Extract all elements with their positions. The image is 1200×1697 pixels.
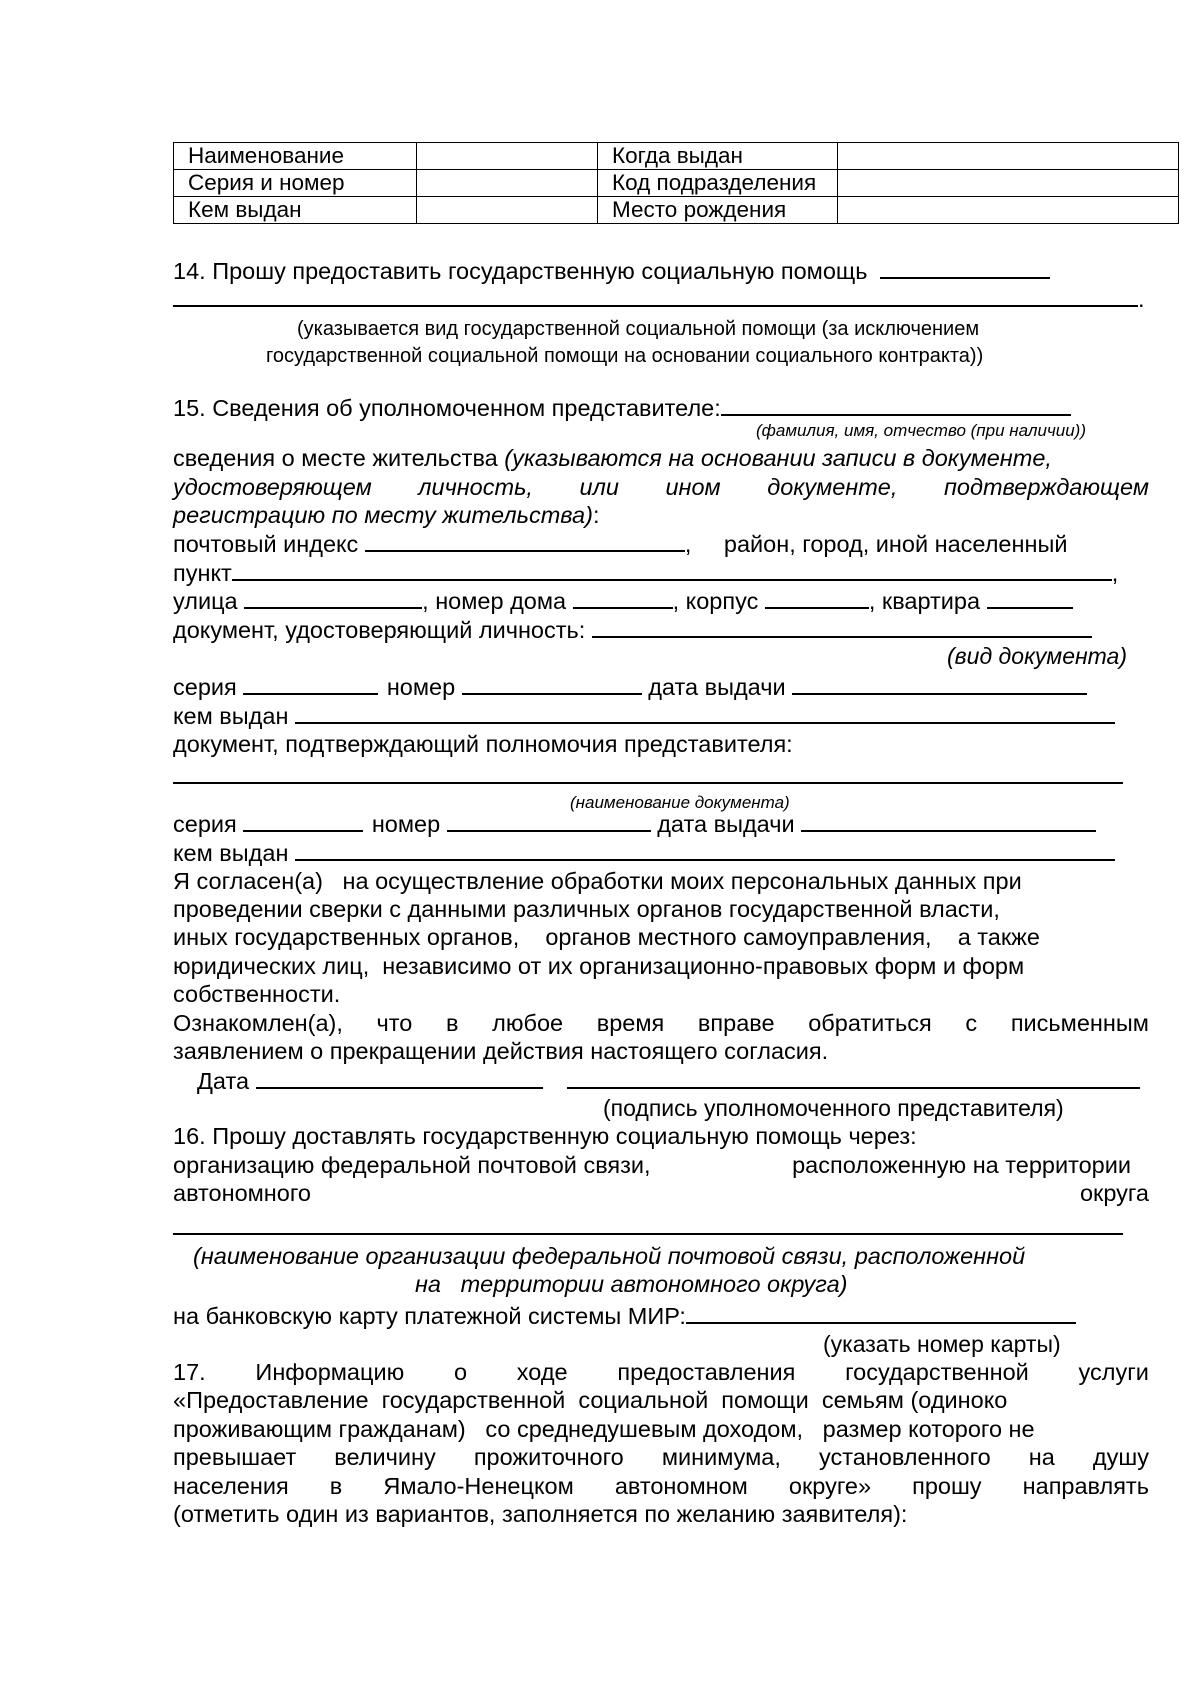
id-doc-label: документ, удостоверяющий личность:: [173, 617, 586, 643]
word: что: [376, 1010, 413, 1036]
word: личность,: [418, 474, 533, 500]
postal-line: [173, 528, 1149, 558]
authority-doc-line: [173, 729, 1149, 759]
table-row: [174, 197, 1179, 224]
section-15-title-line: [173, 392, 1149, 422]
residence-hint-3: регистрацию по месту жительства): [173, 502, 593, 528]
word: в: [446, 1010, 459, 1036]
date-signature-line: [173, 1065, 1149, 1095]
authority-doc-field-line: [173, 760, 1149, 790]
section-15-title: 15. Сведения об уполномоченном представителе:: [173, 395, 721, 421]
comma: ,: [1111, 560, 1119, 586]
table-value-cell[interactable]: [417, 197, 598, 224]
district-label: район, город, иной населенный: [723, 531, 1068, 557]
issued-by-field[interactable]: [295, 700, 1115, 724]
table-value-cell[interactable]: [417, 170, 598, 197]
word: 17.: [173, 1359, 206, 1385]
series-label: серия: [173, 674, 237, 700]
id-doc-line: [173, 614, 1149, 644]
word: вправе: [697, 1010, 775, 1036]
table-label: Код подразделения: [598, 170, 838, 197]
word: государственной: [845, 1359, 1029, 1385]
street-field[interactable]: [244, 585, 422, 609]
consent-line-1: Я согласен(а) на осуществление обработки моих персональных данных при: [173, 868, 1022, 894]
date-field[interactable]: [256, 1065, 543, 1089]
section-14-text: 14. Прошу предоставить государственную социальную помощь: [173, 258, 868, 284]
consent-line-5: собственности.: [173, 981, 341, 1007]
table-label: Место рождения: [598, 197, 838, 224]
authority-series-line: [173, 808, 1149, 838]
section-17-line-2: «Предоставление государственной социальной помощи семьям (одиноко: [173, 1387, 1008, 1413]
series-field[interactable]: [243, 808, 363, 832]
issue-date-label: дата выдачи: [657, 811, 795, 837]
word: на: [1028, 1444, 1055, 1470]
building-label: , корпус: [672, 588, 759, 614]
section-17-line-3: проживающим гражданам) со среднедушевым доходом, размер которого не: [173, 1416, 1035, 1442]
word: удостоверяющем: [173, 474, 372, 500]
assistance-type-hint-1: (указывается вид государственной социальной помощи (за исключением: [297, 318, 980, 340]
word: обратиться: [808, 1010, 932, 1036]
word: прожиточного: [473, 1444, 624, 1470]
acquainted-line-2: заявлением о прекращении действия настоящего согласия.: [173, 1038, 829, 1064]
building-field[interactable]: [765, 585, 869, 609]
authority-issued-by-line: [173, 837, 1149, 867]
date-label: Дата: [197, 1068, 250, 1094]
consent-line-4: юридических лиц, независимо от их организационно-правовых форм и форм: [173, 953, 1025, 979]
table-value-cell[interactable]: [838, 143, 1179, 170]
post-line-left: организацию федеральной почтовой связи,: [173, 1152, 651, 1178]
word: документе,: [767, 474, 898, 500]
colon: :: [592, 502, 600, 528]
consent-line-2: проведении сверки с данными различных органов государственной власти,: [173, 896, 1000, 922]
number-field[interactable]: [462, 671, 642, 695]
section-17-line-4: [173, 1442, 1149, 1472]
issued-by-line: [173, 700, 1149, 730]
form-page: [173, 0, 1149, 1697]
post-line2-left: автономного: [173, 1180, 311, 1206]
word: автономном: [614, 1473, 748, 1499]
table-value-cell[interactable]: [417, 143, 598, 170]
consent-line-3: иных государственных органов, органов местного самоуправления, а также: [173, 924, 1040, 950]
assistance-type-field-2[interactable]: [173, 283, 1138, 307]
number-label: номер: [386, 674, 456, 700]
word: услуги: [1078, 1359, 1149, 1385]
table-label: Серия и номер: [174, 170, 417, 197]
section-17-line-6: (отметить один из вариантов, заполняется по желанию заявителя):: [173, 1501, 908, 1527]
comma: ,: [684, 531, 692, 557]
id-doc-field[interactable]: [592, 614, 1092, 638]
table-label: Когда выдан: [598, 143, 838, 170]
word: превышает: [173, 1444, 297, 1470]
post-line-right: расположенную на территории: [792, 1152, 1131, 1178]
issued-by-field[interactable]: [295, 837, 1115, 861]
assistance-type-field[interactable]: [880, 255, 1050, 279]
identity-document-table: [173, 142, 1179, 224]
authority-doc-label: документ, подтверждающий полномочия представителя:: [173, 731, 793, 757]
word: душу: [1092, 1444, 1149, 1470]
post-line-1: [173, 1150, 1149, 1180]
number-label: номер: [371, 811, 441, 837]
residence-line-2: [173, 472, 1149, 502]
authority-doc-field[interactable]: [173, 760, 1123, 784]
postal-code-field[interactable]: [365, 528, 685, 552]
id-doc-hint: (вид документа): [947, 643, 1127, 669]
apartment-field[interactable]: [987, 585, 1073, 609]
signature-field[interactable]: [567, 1065, 1140, 1089]
word: установленного: [818, 1444, 991, 1470]
word: любое: [492, 1010, 564, 1036]
word: с: [965, 1010, 978, 1036]
assistance-type-hint-2: государственной социальной помощи на основании социального контракта)): [266, 345, 984, 367]
section-17-line-1: [173, 1357, 1149, 1387]
post-line2-right: округа: [1079, 1180, 1149, 1206]
apartment-label: , квартира: [868, 588, 981, 614]
house-field[interactable]: [573, 585, 673, 609]
number-field[interactable]: [447, 808, 651, 832]
postal-label: почтовый индекс: [173, 531, 359, 557]
issued-by-label: кем выдан: [173, 703, 289, 729]
word: предоставления: [617, 1359, 796, 1385]
locality-field[interactable]: [232, 557, 1112, 581]
word: прошу: [912, 1473, 982, 1499]
series-field[interactable]: [243, 671, 378, 695]
section-14-line: [173, 255, 1149, 285]
table-label: Кем выдан: [174, 197, 417, 224]
locality-label: пункт: [173, 560, 232, 586]
representative-name-hint: (фамилия, имя, отчество (при наличии)): [756, 421, 1086, 440]
house-label: , номер дома: [422, 588, 567, 614]
word: ином: [665, 474, 721, 500]
table-value-cell[interactable]: [838, 197, 1179, 224]
word: или: [579, 474, 619, 500]
locality-line: [173, 557, 1149, 587]
word: населения: [173, 1473, 289, 1499]
card-line: [173, 1300, 1149, 1330]
word: Информацию: [255, 1359, 405, 1385]
word: подтверждающем: [943, 474, 1149, 500]
word: Ямало-Ненецком: [383, 1473, 574, 1499]
word: в: [329, 1473, 343, 1499]
post-org-hint-2: на территории автономного округа): [415, 1271, 848, 1297]
authority-doc-hint: (наименование документа): [570, 793, 790, 812]
post-org-hint-1: (наименование организации федеральной почтовой связи, расположенной: [193, 1243, 1026, 1269]
post-org-field-line: [173, 1211, 1149, 1241]
word: письменным: [1010, 1010, 1149, 1036]
section-17-line-5: [173, 1471, 1149, 1501]
residence-hint: (указываются на основании записи в документе,: [504, 445, 1052, 471]
post-line-2: [173, 1178, 1149, 1208]
table-row: [174, 170, 1179, 197]
series-label: серия: [173, 811, 237, 837]
residence-line-1: [173, 443, 1149, 473]
acquainted-line-1: [173, 1008, 1149, 1038]
card-hint: (указать номер карты): [823, 1331, 1061, 1357]
section-16-title: 16. Прошу доставлять государственную социальную помощь через:: [173, 1123, 917, 1149]
street-line: [173, 585, 1149, 615]
card-number-field[interactable]: [686, 1300, 1076, 1324]
table-value-cell[interactable]: [838, 170, 1179, 197]
section-14-line-2: [173, 283, 1149, 313]
issued-by-label: кем выдан: [173, 840, 289, 866]
word: направлять: [1022, 1473, 1149, 1499]
signature-hint: (подпись уполномоченного представителя): [603, 1095, 1064, 1121]
table-label: Наименование: [174, 143, 417, 170]
table-row: [174, 143, 1179, 170]
word: время: [596, 1010, 665, 1036]
word: ходе: [516, 1359, 568, 1385]
street-label: улица: [173, 588, 238, 614]
word: величину: [334, 1444, 436, 1470]
word: Ознакомлен(а),: [173, 1010, 343, 1036]
representative-name-field[interactable]: [721, 392, 1071, 416]
issue-date-label: дата выдачи: [648, 674, 786, 700]
word: о: [453, 1359, 468, 1385]
post-org-field[interactable]: [173, 1211, 1123, 1235]
issue-date-field[interactable]: [801, 808, 1096, 832]
residence-label: сведения о месте жительства: [173, 445, 498, 471]
period: .: [1138, 286, 1145, 312]
word: минимума,: [661, 1444, 781, 1470]
issue-date-field[interactable]: [792, 671, 1087, 695]
id-series-line: [173, 671, 1149, 701]
word: округе»: [788, 1473, 872, 1499]
card-label: на банковскую карту платежной системы МИР:: [173, 1303, 686, 1329]
residence-line-3: [173, 500, 1149, 530]
